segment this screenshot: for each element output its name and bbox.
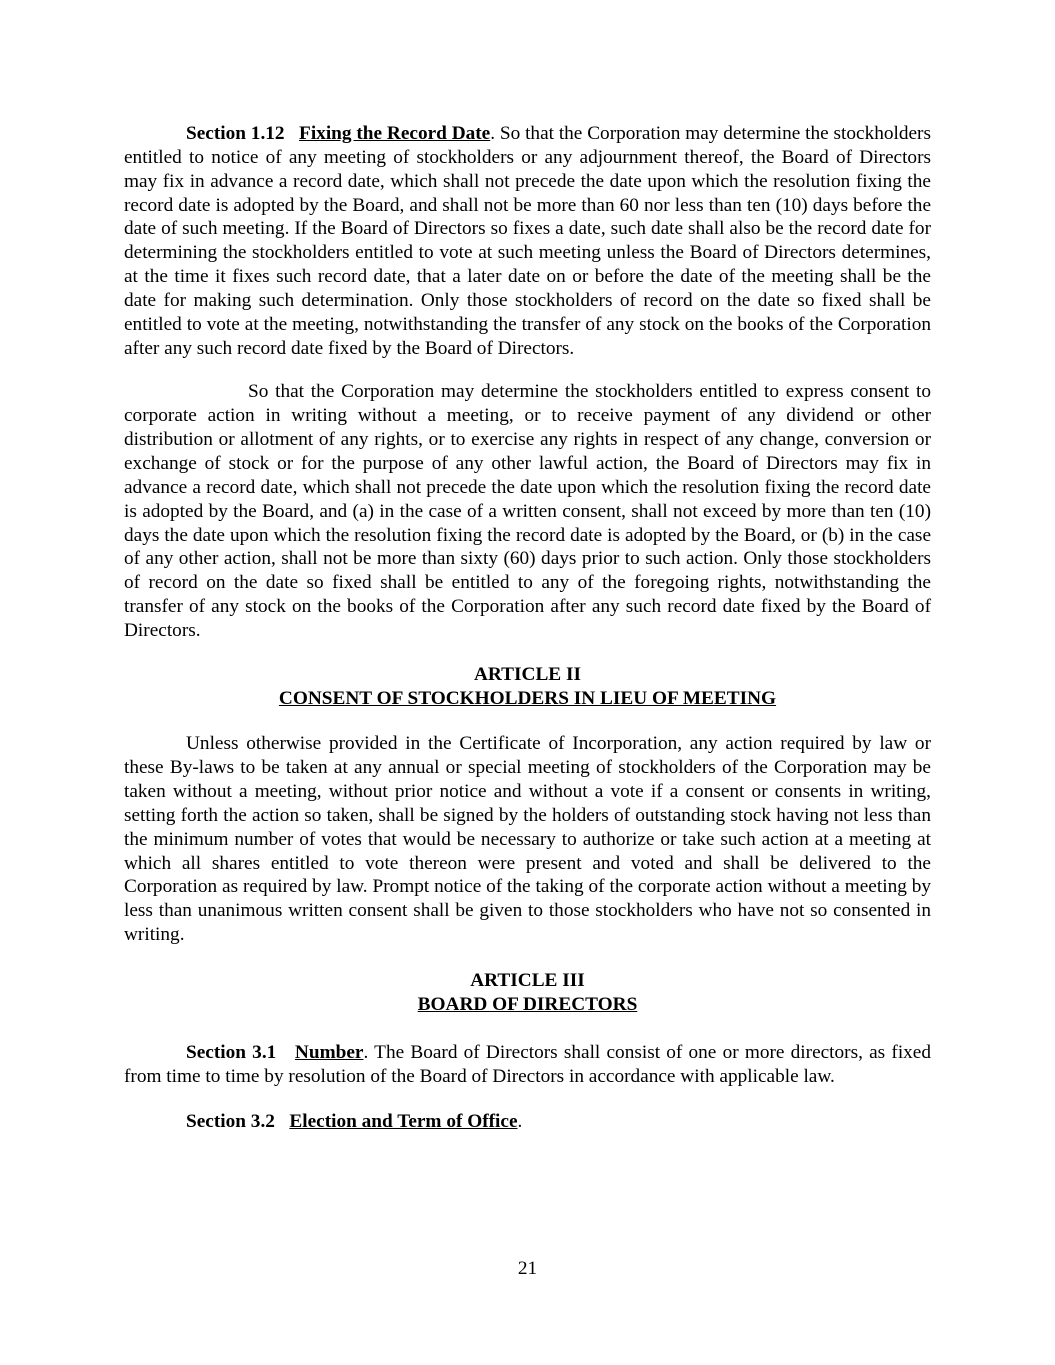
section-3-1-body: . The Board of Directors shall consist of one or more directors, as fixed from time to time by resolution of the Board of Directors in accordance with applicable law. xyxy=(124,1041,932,1087)
article-3-label: ARTICLE III xyxy=(470,970,585,991)
article-2-paragraph: Unless otherwise provided in the Certificate of Incorporation, any action required by law or these By-laws to be taken at any annual or special meeting of stockholders of the Corporation may be taken without a meeting, without prior notice and without a vote if a consent or consents in writing, setting forth the action so taken, shall be signed by the holders of outstanding stock having not less than the minimum number of votes that would be necessary to authorize or take such action at a meeting at which all shares entitled to vote thereon were present and voted and shall be delivered to the Corporation as required by law. Prompt notice of the taking of the corporate action without a meeting by less than unanimous written consent shall be given to those stockholders who have not so consented in writing. xyxy=(124,733,931,946)
article-2-heading xyxy=(124,663,931,711)
section-3-2-number: Section 3.2 xyxy=(186,1111,275,1133)
section-1-12-title: Fixing the Record Date xyxy=(299,123,491,144)
section-3-1-title: Number xyxy=(294,1041,364,1063)
page-number: 21 xyxy=(517,1258,538,1279)
article-3-title: BOARD OF DIRECTORS xyxy=(417,993,638,1015)
article-2-title: CONSENT OF STOCKHOLDERS IN LIEU OF MEETING xyxy=(278,687,777,709)
section-1-12-number: Section 1.12 xyxy=(186,123,285,144)
section-3-1-number: Section 3.1 xyxy=(186,1041,277,1063)
section-3-2-paragraph xyxy=(124,1110,931,1134)
section-3-1-paragraph xyxy=(124,1041,931,1089)
document-page xyxy=(124,122,931,1134)
section-1-12-body: . So that the Corporation may determine the stockholders entitled to notice of any meeting of stockholders or any adjournment thereof, the Board of Directors may fix in advance a record date, which shall not precede the date upon which the resolution fixing the record date is adopted by the Board, and shall not be more than 60 nor less than ten (10) days before the date of such meeting. If the Board of Directors so fixes a date, such date shall also be the record date for determining the stockholders entitled to vote at such meeting unless the Board of Directors determines, at the time it fixes such record date, that a later date on or before the date of the meeting shall be the date for making such determination. Only those stockholders of record on the date so fixed shall be entitled to vote at the meeting, notwithstanding the transfer of any stock on the books of the Corporation after any such record date fixed by the Board of Directors. xyxy=(124,123,931,359)
article-3-heading xyxy=(124,969,931,1017)
section-1-12-paragraph-2: So that the Corporation may determine the stockholders entitled to express consent to corporate action in writing without a meeting, or to receive payment of any dividend or other distribution or allotment of any rights, or to exercise any rights in respect of any change, conversion or exchange of stock or for the purpose of any other lawful action, the Board of Directors may fix in advance a record date, which shall not precede the date upon which the resolution fixing the record date is adopted by the Board, and (a) in the case of a written consent, shall not exceed by more than ten (10) days the date upon which the resolution fixing the record date is adopted by the Board, or (b) in the case of any other action, shall not be more than sixty (60) days prior to such action. Only those stockholders of record on the date so fixed shall be entitled to any of the foregoing rights, notwithstanding the transfer of any stock on the books of the Corporation after any such record date fixed by the Board of Directors. xyxy=(124,381,931,641)
section-3-2-body: . xyxy=(517,1111,523,1133)
section-3-2-title: Election and Term of Office xyxy=(289,1111,518,1133)
article-2-label: ARTICLE II xyxy=(473,663,581,685)
section-1-12-paragraph xyxy=(124,122,931,360)
